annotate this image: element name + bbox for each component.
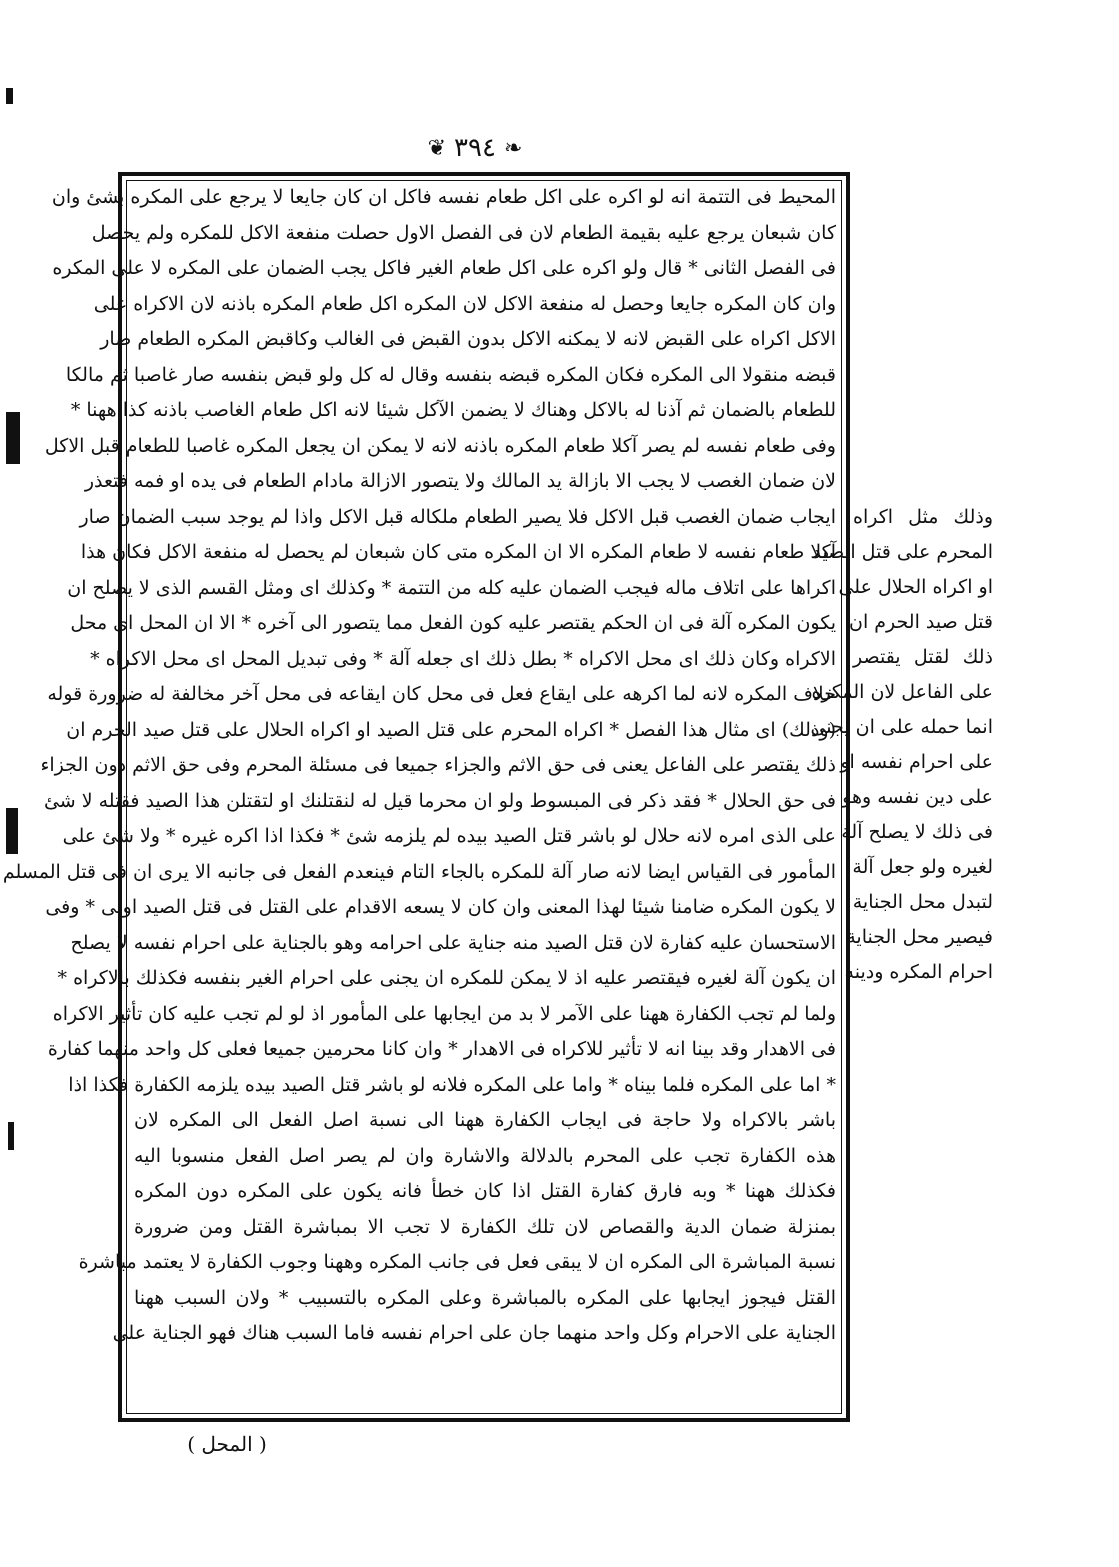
text-line: فى الاهدار وقد بينا انه لا تأثير للاكراه فى الاهدار * وان كانا محرمين جميعا فعلى كل واحد منهما كفارة xyxy=(47,1038,836,1060)
margin-note-line: على الفاعل لان المكره xyxy=(811,681,993,703)
margin-note-line: احرام المكره ودينه xyxy=(844,961,993,983)
text-line: وفى طعام نفسه لم يصر آكلا طعام المكره باذنه لانه لا يمكن ان يجعل المكره غاصبا للطعام قبل الاكل xyxy=(44,434,836,457)
text-line: آكلا طعام نفسه لا طعام المكره الا ان المكره متى كان شبعان لم يحصل له منفعة الاكل فكان هذا xyxy=(80,541,836,563)
text-line: وان كان المكره جايعا وحصل له منفعة الاكل لان المكره اكل طعام المكره باذنه لان الاكراه على xyxy=(93,292,836,315)
text-line: المأمور فى القياس ايضا لانه صار آلة للمكره بالجاء التام فينعدم الفعل فى جانبه الا يرى ان فى قتل المسلم xyxy=(2,860,836,883)
text-line: خلاف المكره لانه لما اكرهه على ايقاع فعل فى محل كان ايقاعه فى محل آخر مخالفة له ضرورة قوله xyxy=(47,683,836,705)
text-line: ايجاب ضمان الغصب قبل الاكل فلا يصير الطعام ملكاله قبل الاكل واذا لم يوجد سبب الضمان صار xyxy=(79,505,836,528)
text-line: قبضه منقولا الى المكره فكان المكره قبضه بنفسه وقال له كل ولو قبض بنفسه صار غاصبا ثم مالكا xyxy=(65,363,836,386)
text-line: (وذلك) اى مثال هذا الفصل * اكراه المحرم على قتل الصيد او اكراه الحلال على قتل صيد الحرم ان xyxy=(66,718,836,741)
text-line: فى الفصل الثانى * قال ولو اكره على اكل طعام الغير فاكل يجب الضمان على المكره لا على المكره xyxy=(52,257,836,279)
main-text-block xyxy=(2,180,836,1416)
margin-note-line: او اكراه الحلال على xyxy=(838,576,993,598)
margin-note-line: لتبدل محل الجناية xyxy=(852,891,993,913)
margin-note-line: لغيره ولو جعل آلة xyxy=(852,856,993,878)
text-line: على الذى امره لانه حلال لو باشر قتل الصيد بيده لم يلزمه شئ * فكذا اذا اكره غيره * ولا شئ على xyxy=(62,825,836,847)
text-line: القتل فيجوز ايجابها على المكره بالمباشرة وعلى المكره بالتسبيب * ولان السبب ههنا xyxy=(134,1286,836,1309)
text-line: للطعام بالضمان ثم آذنا له بالاكل وهناك لا يضمن الآكل شيئا لانه اكل طعام الغاصب باذنه كذا ههنا * xyxy=(70,399,836,421)
text-line: نسبة المباشرة الى المكره ان لا يبقى فعل فى جانب المكره وههنا وجوب الكفارة لا يعتمد مباشرة xyxy=(78,1251,836,1273)
text-line: ولما لم تجب الكفارة ههنا على الآمر لا بد من ايجابها على المأمور اذ لو لم تجب عليه كان تأثير الاكراه xyxy=(52,1002,836,1025)
margin-note-block xyxy=(810,500,993,990)
ornament-left-icon: ❦ xyxy=(427,135,447,161)
margin-note-line: قتل صيد الحرم ان xyxy=(849,611,993,633)
margin-note-line: فيصير محل الجناية xyxy=(846,926,993,948)
text-line: الاستحسان عليه كفارة لان قتل الصيد منه جناية على احرامه وهو بالجناية على احرام نفسه لا يصلح xyxy=(70,931,836,954)
margin-note-line: على دين نفسه وهو xyxy=(842,786,993,808)
text-line: الجناية على الاحرام وكل واحد منهما جان على احرام نفسه فاما السبب هناك فهو الجناية على xyxy=(112,1322,836,1344)
text-line: ذلك يقتصر على الفاعل يعنى فى حق الاثم والجزاء جميعا فى مسئلة المحرم وفى حق الاثم دون الجزاء xyxy=(40,754,836,776)
text-line: * اما على المكره فلما بيناه * واما على المكره فلانه لو باشر قتل الصيد بيده يلزمه الكفارة فكذا اذا xyxy=(68,1073,836,1096)
text-line: كان شبعان يرجع عليه بقيمة الطعام لان فى الفصل الاول حصلت منفعة الاكل للمكره ولم يحصل xyxy=(91,221,836,244)
text-line: باشر بالاكراه ولا حاجة فى ايجاب الكفارة ههنا الى نسبة اصل الفعل الى المكره لان xyxy=(134,1109,836,1131)
margin-note-line: فى ذلك لا يصلح آلة xyxy=(841,821,993,843)
text-line: الاكل اكراه على القبض لانه لا يمكنه الاكل بدون القبض فى الغالب وكاقبض المكره الطعام صار xyxy=(100,328,836,350)
margin-note-line: ذلك لقتل يقتصر xyxy=(853,646,993,668)
scan-mark-decoration xyxy=(8,1122,14,1150)
margin-note-line: المحرم على قتل الصيد xyxy=(812,541,993,563)
margin-note-line: انما حمله على ان يجنى xyxy=(810,716,993,738)
text-line: يكون المكره آلة فى ان الحكم يقتصر عليه كون الفعل مما يتصور الى آخره * الا ان المحل اى محل xyxy=(70,612,836,634)
text-line: ان يكون آلة لغيره فيقتصر عليه اذ لا يمكن للمكره ان يجنى على احرام الغير بنفسه فكذلك بالاكراه * xyxy=(57,967,836,989)
page-number: ٣٩٤ xyxy=(454,133,496,163)
catchword: ( المحل ) xyxy=(187,1432,267,1456)
text-line: هذه الكفارة تجب على المحرم بالدلالة والاشارة وان لم يصر اصل الفعل منسوبا اليه xyxy=(134,1144,836,1167)
scan-mark-decoration xyxy=(6,412,20,464)
text-line: اكراها على اتلاف ماله فيجب الضمان عليه كله من التتمة * وكذلك اى ومثل القسم الذى لا يصلح ان xyxy=(67,576,836,599)
text-line: فى حق الحلال * فقد ذكر فى المبسوط ولو ان محرما قيل له لنقتلنك او لتقتلن هذا الصيد فقتله لا شئ xyxy=(43,789,836,812)
text-line: لان ضمان الغصب لا يجب الا بازالة يد المالك ولا يتصور الازالة مادام الطعام فى يده او فمه فتعذر xyxy=(84,470,836,492)
text-line: بمنزلة ضمان الدية والقصاص لان تلك الكفارة لا تجب الا بمباشرة القتل ومن ضرورة xyxy=(134,1215,836,1238)
text-line: لا يكون المكره ضامنا شيئا لهذا المعنى وان كان لا يسعه الاقدام على القتل فى قتل الصيد اولى * وفى xyxy=(45,896,836,918)
ornament-right-icon: ❧ xyxy=(503,135,523,161)
margin-note-line: وذلك مثل اكراه xyxy=(853,506,993,528)
text-line: المحيط فى التتمة انه لو اكره على اكل طعام نفسه فاكل ان كان جايعا لا يرجع على المكره بشئ وان xyxy=(51,186,836,208)
scan-mark-decoration xyxy=(6,88,13,104)
margin-note-line: على احرام نفسه او xyxy=(840,751,993,773)
text-line: الاكراه وكان ذلك اى محل الاكراه * بطل ذلك اى جعله آلة * وفى تبديل المحل اى محل الاكراه * xyxy=(90,647,836,670)
text-line: فكذلك ههنا * وبه فارق كفارة القتل اذا كان خطأ فانه يكون على المكره دون المكره xyxy=(134,1180,836,1202)
page-number-header xyxy=(420,128,530,168)
scan-mark-decoration xyxy=(6,808,18,854)
